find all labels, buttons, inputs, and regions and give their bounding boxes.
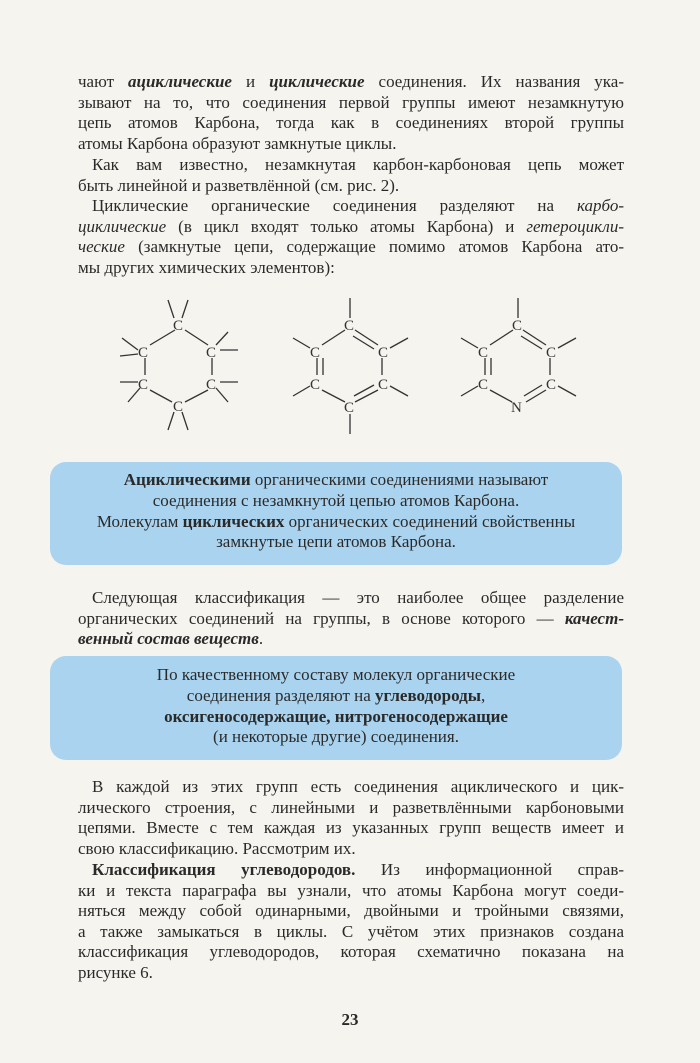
atom-c: C: [173, 399, 184, 415]
paragraph-qualitative-composition: Следующая классификация — это наиболее общее разделение органических соединений на группы, в основе которого — качест- венный состав веществ.: [78, 588, 624, 649]
atom-c: C: [173, 318, 184, 334]
atom-n: N: [511, 400, 522, 416]
atom-c: C: [344, 400, 355, 416]
definition-box-acyclic-cyclic: Ациклическими органическими соединениями называют соединения с незамкнутой цепью атомов Карбона. Молекулам циклических органических соединений свойственны замкнутые цепи атомов Карбона.: [50, 462, 622, 565]
benzene-structure: [293, 298, 408, 434]
term-acyclic: ациклические: [128, 72, 232, 91]
paragraph-groups: В каждой из этих групп есть соединения ациклического и цик- лического строения, с линейными и разветвлёнными карбоновыми цепями. Вместе с тем каждая из указанных групп веществ имеет и свою классификацию. Рассмотрим их.: [78, 777, 624, 858]
atom-c: C: [310, 377, 321, 393]
pyridine-structure: [461, 298, 576, 416]
atom-c: C: [378, 345, 389, 361]
atom-c: C: [206, 345, 217, 361]
page-number: 23: [341, 1010, 359, 1029]
atom-c: C: [138, 345, 149, 361]
paragraph-acyclic-cyclic: чают ациклические и циклические соединения. Их названия ука- зывают на то, что соединения первой группы имеют незамкнутую цепь атомов Карбона, тогда как в соединениях второй группы атомы Карбона образуют замкнутые циклы.: [78, 72, 624, 153]
paragraph-chain: Как вам известно, незамкнутая карбон-карбоновая цепь может быть линейной и разветвлённой (см. рис. 2).: [78, 155, 624, 195]
atom-c: C: [344, 318, 355, 334]
atom-c: C: [206, 377, 217, 393]
paragraph-carbo-hetero: Циклические органические соединения разделяют на карбо- циклические (в цикл входят только атомы Карбона) и гетероцикли- ческие (замкнутые цепи, содержащие помимо атомов Карбона ато- мы других химических элементов):: [78, 196, 624, 277]
atom-c: C: [512, 318, 523, 334]
term-cyclic: циклические: [269, 72, 365, 91]
cyclohexane-structure: [120, 300, 238, 430]
cyclic-molecules-figure: [90, 290, 610, 440]
atom-c: C: [546, 345, 557, 361]
paragraph-hydrocarbon-classification: Классификация углеводородов. Из информационной справ- ки и текста параграфа вы узнали, что атомы Карбона могут соеди- няться между собой одинарными, двойными и тройными связями, а также замыкаться в циклы. С учётом этих признаков создана классификация углеводородов, которая схематично показана на рисунке 6.: [78, 860, 625, 982]
atom-c: C: [138, 377, 149, 393]
atom-c: C: [310, 345, 321, 361]
atom-c: C: [546, 377, 557, 393]
atom-c: C: [378, 377, 389, 393]
definition-box-composition: По качественному составу молекул органические соединения разделяют на углеводороды, оксигеносодержащие, нитрогеносодержащие (и некоторые другие) соединения.: [50, 656, 622, 760]
atom-c: C: [478, 345, 489, 361]
atom-c: C: [478, 377, 489, 393]
